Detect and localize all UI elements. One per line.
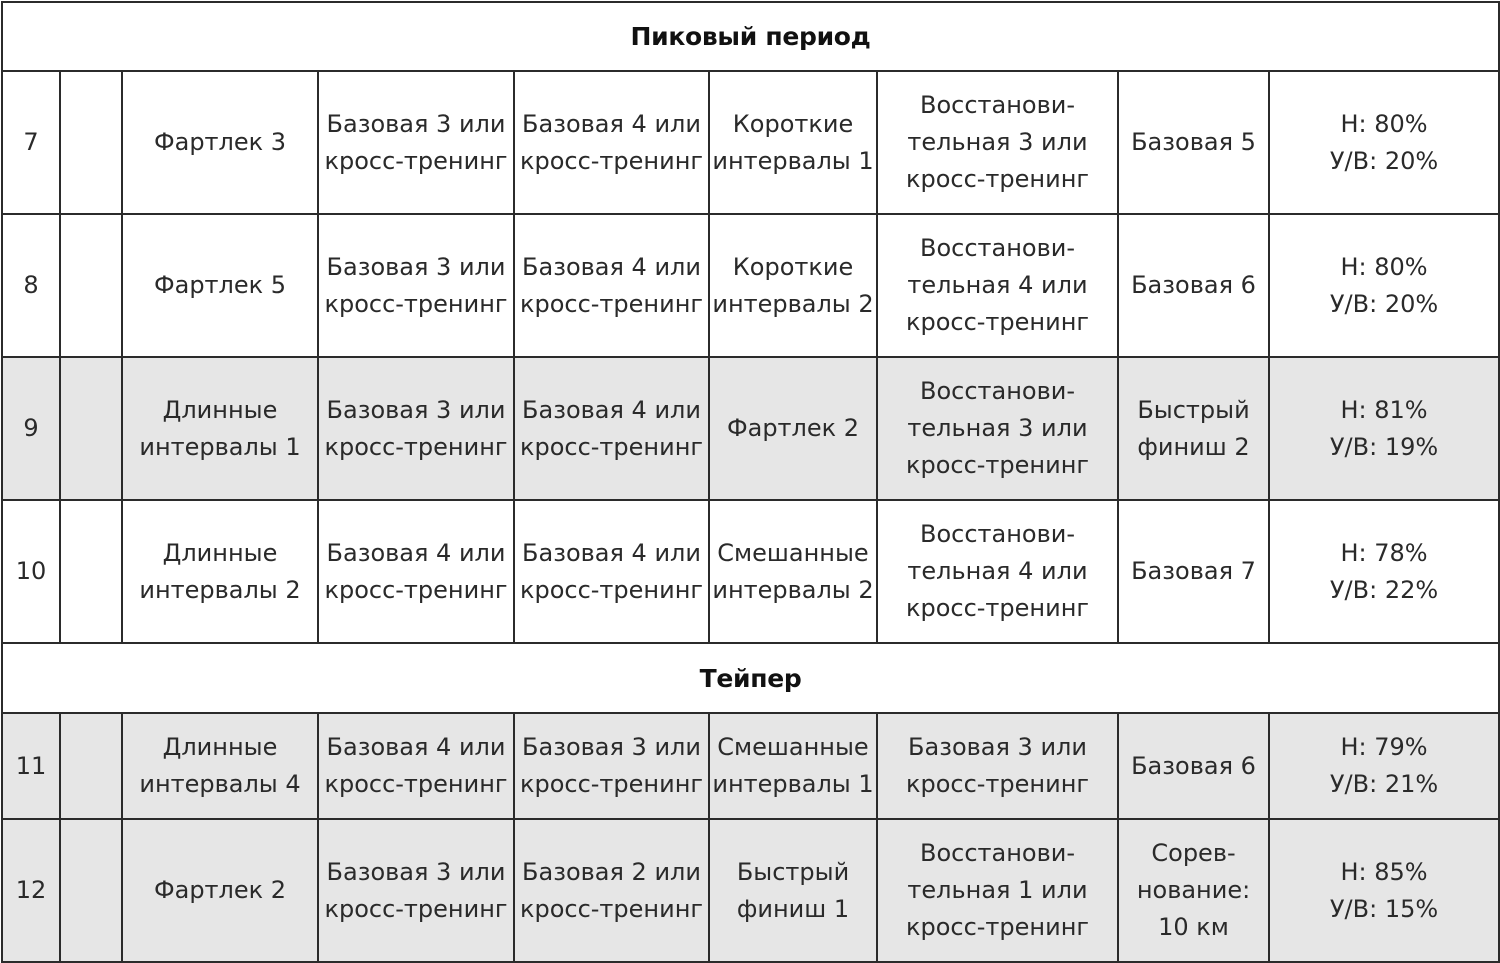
intensity-split-cell: Н: 80% У/В: 20% bbox=[1269, 214, 1499, 357]
training-plan-table bbox=[1, 1, 1500, 963]
workout-cell-day-1: Фартлек 3 bbox=[122, 71, 318, 214]
blank-cell bbox=[60, 819, 122, 962]
workout-cell-day-3: Базовая 4 или кросс-тренинг bbox=[514, 357, 709, 500]
week-number: 11 bbox=[2, 713, 60, 819]
workout-cell-day-2: Базовая 4 или кросс-тренинг bbox=[318, 713, 514, 819]
week-number: 12 bbox=[2, 819, 60, 962]
workout-cell-day-4: Смешанные интервалы 1 bbox=[709, 713, 877, 819]
workout-cell-day-4: Фартлек 2 bbox=[709, 357, 877, 500]
workout-cell-day-1: Длинные интервалы 4 bbox=[122, 713, 318, 819]
blank-cell bbox=[60, 71, 122, 214]
workout-cell-day-2: Базовая 4 или кросс-тренинг bbox=[318, 500, 514, 643]
workout-cell-day-5: Восстанови- тельная 4 или кросс-тренинг bbox=[877, 214, 1118, 357]
workout-cell-day-1: Длинные интервалы 1 bbox=[122, 357, 318, 500]
table-row bbox=[2, 71, 1499, 214]
workout-cell-day-4: Короткие интервалы 2 bbox=[709, 214, 877, 357]
workout-cell-day-4: Смешанные интервалы 2 bbox=[709, 500, 877, 643]
workout-cell-day-3: Базовая 4 или кросс-тренинг bbox=[514, 500, 709, 643]
table-row bbox=[2, 214, 1499, 357]
workout-cell-day-5: Восстанови- тельная 1 или кросс-тренинг bbox=[877, 819, 1118, 962]
workout-cell-day-3: Базовая 2 или кросс-тренинг bbox=[514, 819, 709, 962]
table-row bbox=[2, 819, 1499, 962]
workout-cell-day-6: Быстрый финиш 2 bbox=[1118, 357, 1269, 500]
intensity-split-cell: Н: 80% У/В: 20% bbox=[1269, 71, 1499, 214]
workout-cell-day-2: Базовая 3 или кросс-тренинг bbox=[318, 71, 514, 214]
blank-cell bbox=[60, 357, 122, 500]
table-row bbox=[2, 500, 1499, 643]
workout-cell-day-5: Восстанови- тельная 3 или кросс-тренинг bbox=[877, 71, 1118, 214]
blank-cell bbox=[60, 713, 122, 819]
workout-cell-day-6: Сорев- нование: 10 км bbox=[1118, 819, 1269, 962]
intensity-split-cell: Н: 85% У/В: 15% bbox=[1269, 819, 1499, 962]
section-header-row bbox=[2, 2, 1499, 71]
week-number: 7 bbox=[2, 71, 60, 214]
workout-cell-day-6: Базовая 6 bbox=[1118, 713, 1269, 819]
table-row bbox=[2, 713, 1499, 819]
workout-cell-day-3: Базовая 4 или кросс-тренинг bbox=[514, 214, 709, 357]
workout-cell-day-1: Фартлек 5 bbox=[122, 214, 318, 357]
week-number: 10 bbox=[2, 500, 60, 643]
table-row bbox=[2, 357, 1499, 500]
intensity-split-cell: Н: 81% У/В: 19% bbox=[1269, 357, 1499, 500]
workout-cell-day-2: Базовая 3 или кросс-тренинг bbox=[318, 819, 514, 962]
workout-cell-day-6: Базовая 6 bbox=[1118, 214, 1269, 357]
week-number: 9 bbox=[2, 357, 60, 500]
workout-cell-day-1: Фартлек 2 bbox=[122, 819, 318, 962]
workout-cell-day-6: Базовая 5 bbox=[1118, 71, 1269, 214]
intensity-split-cell: Н: 79% У/В: 21% bbox=[1269, 713, 1499, 819]
workout-cell-day-4: Быстрый финиш 1 bbox=[709, 819, 877, 962]
workout-cell-day-5: Базовая 3 или кросс-тренинг bbox=[877, 713, 1118, 819]
blank-cell bbox=[60, 500, 122, 643]
workout-cell-day-6: Базовая 7 bbox=[1118, 500, 1269, 643]
workout-cell-day-3: Базовая 3 или кросс-тренинг bbox=[514, 713, 709, 819]
workout-cell-day-5: Восстанови- тельная 4 или кросс-тренинг bbox=[877, 500, 1118, 643]
blank-cell bbox=[60, 214, 122, 357]
workout-cell-day-5: Восстанови- тельная 3 или кросс-тренинг bbox=[877, 357, 1118, 500]
intensity-split-cell: Н: 78% У/В: 22% bbox=[1269, 500, 1499, 643]
workout-cell-day-2: Базовая 3 или кросс-тренинг bbox=[318, 214, 514, 357]
section-header-row bbox=[2, 643, 1499, 713]
workout-cell-day-2: Базовая 3 или кросс-тренинг bbox=[318, 357, 514, 500]
section-title: Тейпер bbox=[2, 643, 1499, 713]
workout-cell-day-1: Длинные интервалы 2 bbox=[122, 500, 318, 643]
workout-cell-day-3: Базовая 4 или кросс-тренинг bbox=[514, 71, 709, 214]
section-title: Пиковый период bbox=[2, 2, 1499, 71]
workout-cell-day-4: Короткие интервалы 1 bbox=[709, 71, 877, 214]
week-number: 8 bbox=[2, 214, 60, 357]
